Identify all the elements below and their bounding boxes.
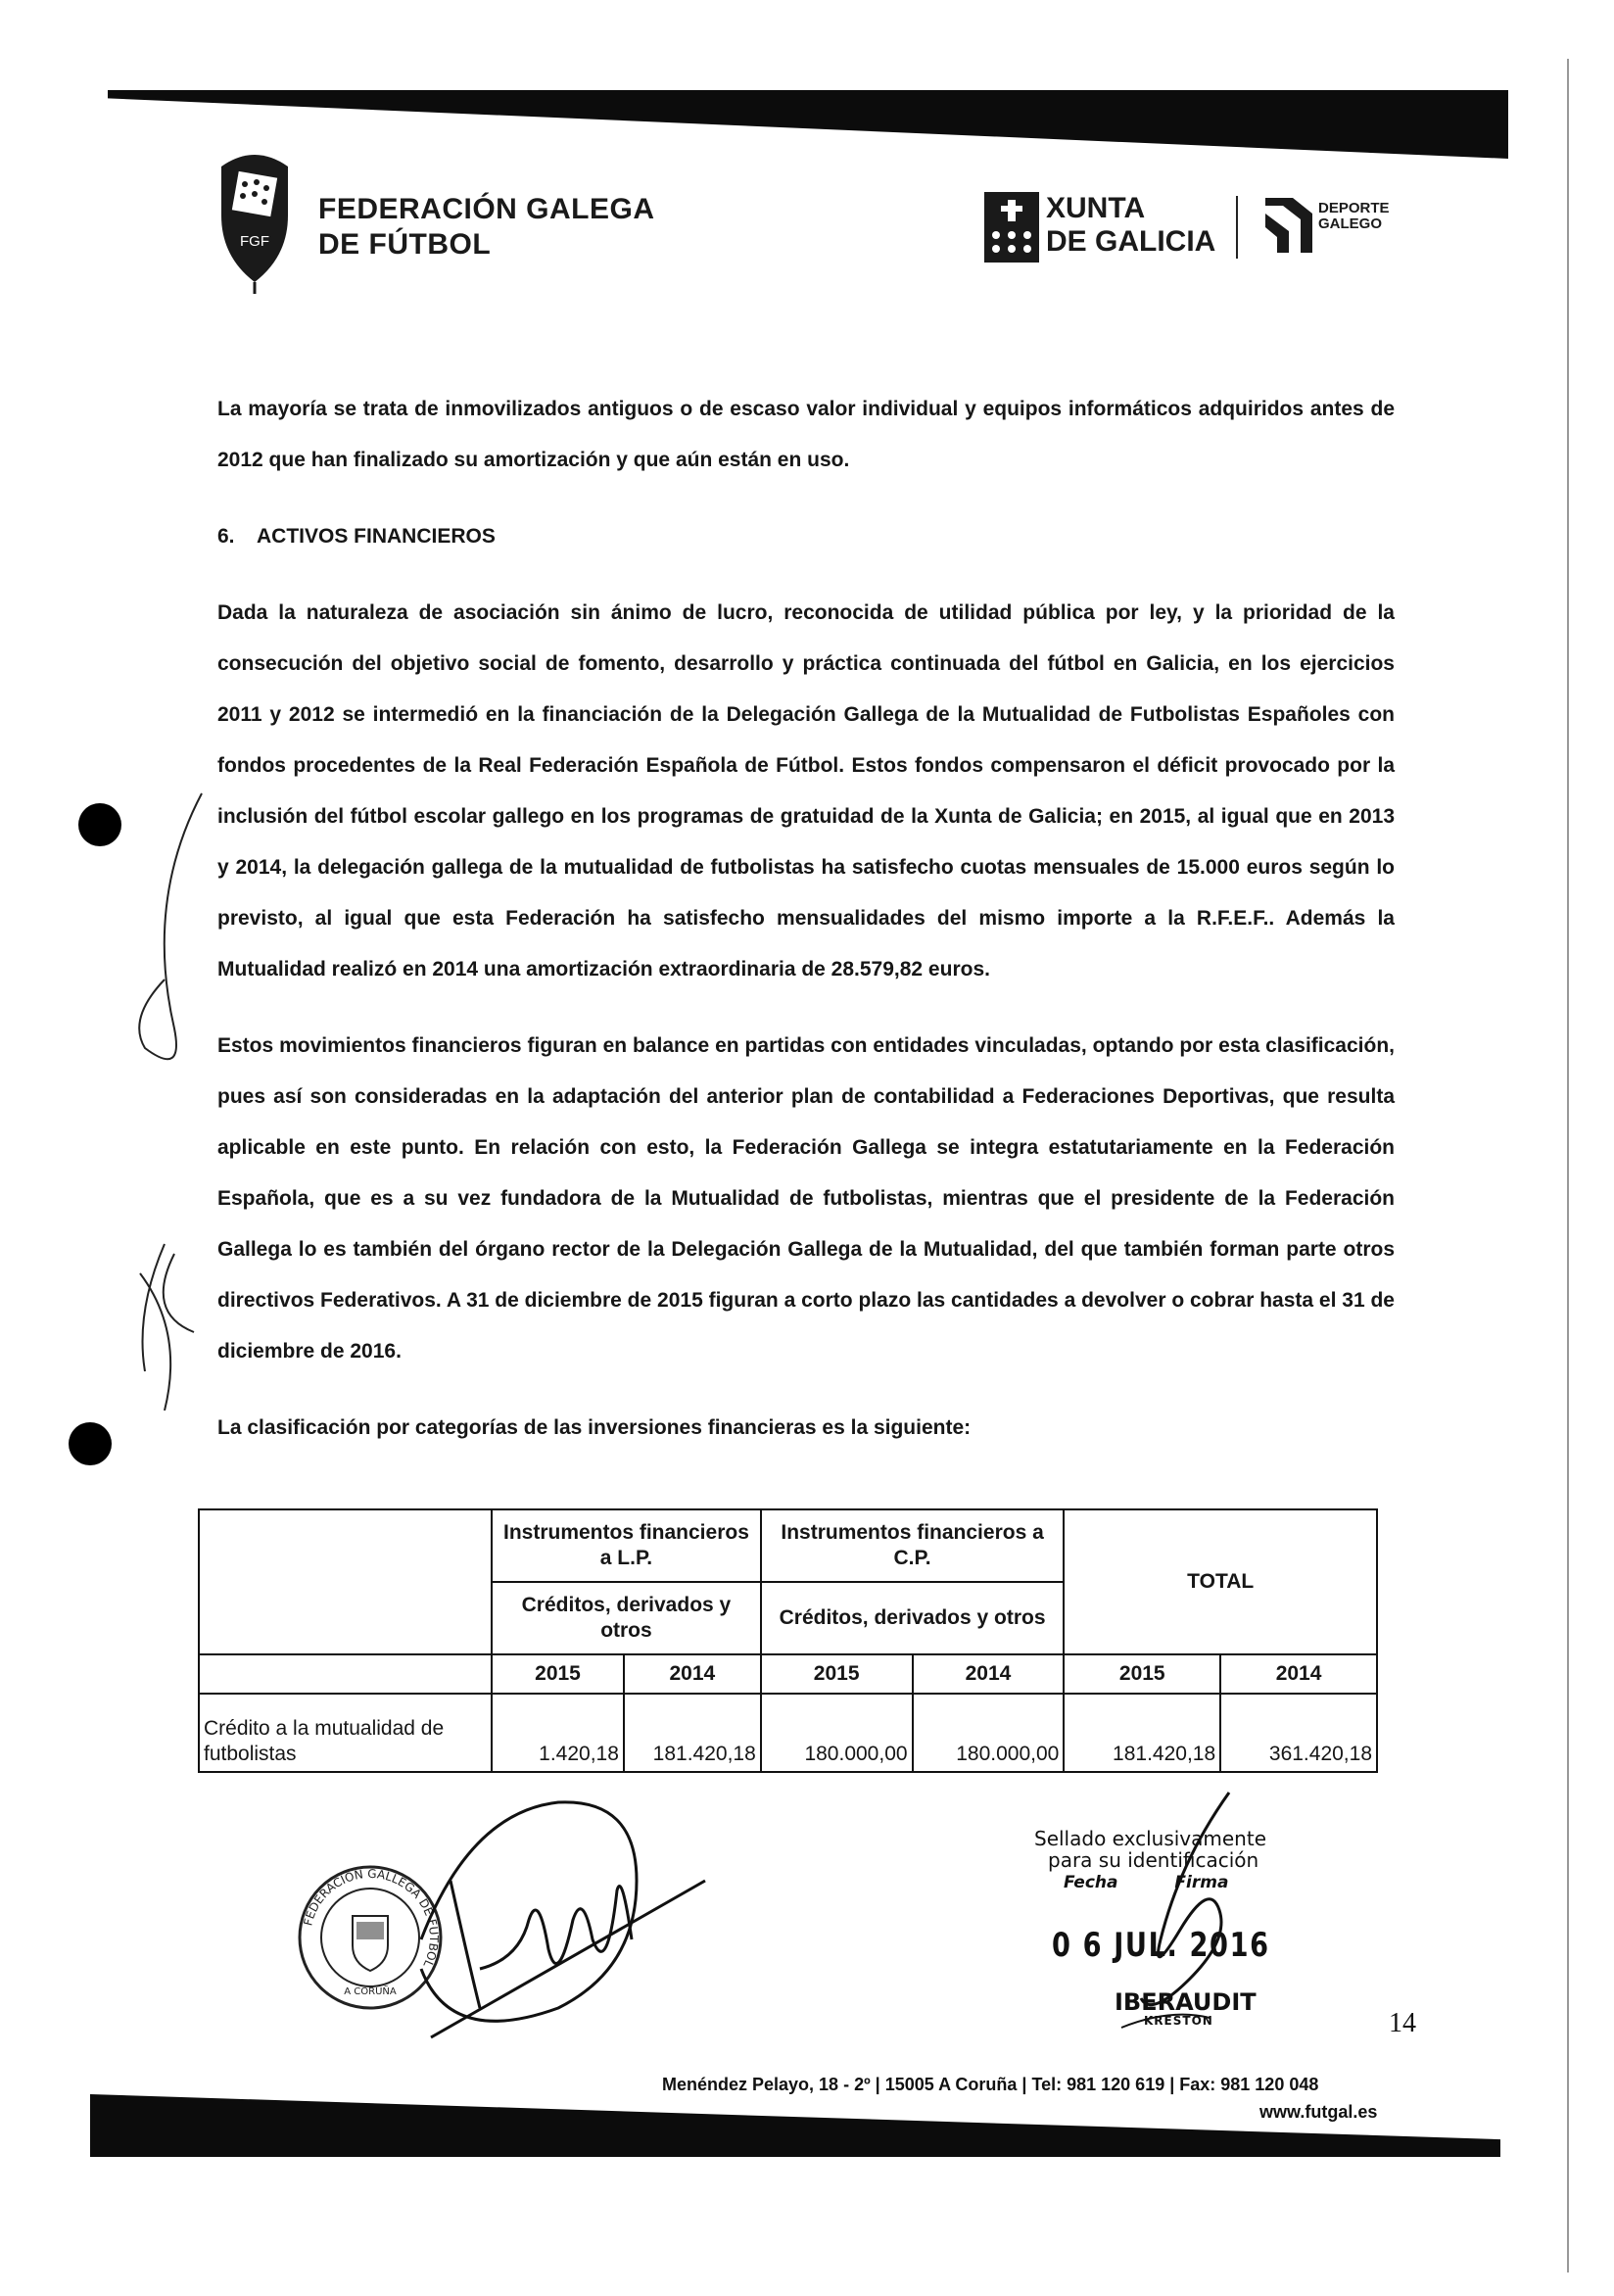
seal-ring-text: FEDERACIÓN GALLEGA DE FÚTBOL <box>301 1866 442 1970</box>
stamp-line1: Sellado exclusivamente <box>1034 1827 1267 1850</box>
year-header: 2014 <box>913 1654 1065 1694</box>
table-intro: La clasificación por categorías de las inversiones financieras es la siguiente: <box>217 1416 972 1439</box>
footer-website: www.futgal.es <box>1259 2102 1378 2122</box>
stamp-firma: Firma <box>1174 1873 1229 1892</box>
deporte-galego-icon <box>1263 196 1314 255</box>
auditor-signature <box>1112 1783 1249 2077</box>
paragraph-1: Dada la naturaleza de asociación sin ánimo de lucro, reconocida de utilidad pública por ley, y la prioridad de la consecución del objetivo social de fomento, desarrollo y práctica continuada del fútbol en Galicia, en los ejercicios 2011 y 2012 se intermedió en la financiación de la Delegación Gallega de la Mutualidad de Futbolistas Españoles con fondos procedentes de la Real Federación Española de Fútbol. Estos fondos compensaron el déficit provocado por la inclusión del fútbol escolar gallego en los programas de gratuidad de la Xunta de Galicia; en 2015, al igual que en 2013 y 2014, la delegación gallega de la mutualidad de futbolistas ha satisfecho cuotas mensuales de 15.000 euros según lo previsto, al igual que esta Federación ha satisfecho mensualidades del mismo importe a la R.F.E.F.. Además la Mutualidad realizó en 2014 una amortización extraordinaria de 28.579,82 euros. <box>217 601 1395 981</box>
xunta-line1: XUNTA <box>1046 192 1146 224</box>
deporte-name <box>1318 201 1390 232</box>
section-number: 6. <box>217 525 235 548</box>
subheader-lp: Créditos, derivados y otros <box>492 1582 761 1654</box>
seal-city: A CORUÑA <box>344 1986 397 1997</box>
page-edge <box>1567 59 1569 2272</box>
margin-initials-signature <box>125 784 204 1411</box>
group-header-cp: Instrumentos financieros a C.P. <box>761 1509 1065 1582</box>
document-body <box>217 384 1395 1454</box>
year-header: 2014 <box>624 1654 761 1694</box>
org-name-line1: FEDERACIÓN GALEGA <box>318 193 655 225</box>
xunta-name <box>1046 192 1215 259</box>
deporte-line2: GALEGO <box>1318 215 1383 232</box>
section-heading <box>217 511 1395 562</box>
xunta-coat-icon <box>984 192 1039 263</box>
fgf-crest-icon <box>215 147 294 294</box>
org-name-line2: DE FÚTBOL <box>318 228 492 261</box>
group-header-lp: Instrumentos financieros a L.P. <box>492 1509 761 1582</box>
section-title: ACTIVOS FINANCIEROS <box>257 525 496 548</box>
stamp-date: 0 6 JUL. 2016 <box>1052 1926 1270 1965</box>
xunta-line2: DE GALICIA <box>1046 225 1216 258</box>
year-header: 2015 <box>492 1654 624 1694</box>
footer-address: Menéndez Pelayo, 18 - 2º | 15005 A Coruña | Tel: 981 120 619 | Fax: 981 120 048 <box>662 2075 1319 2094</box>
group-header-total: TOTAL <box>1064 1509 1377 1654</box>
subheader-cp: Créditos, derivados y otros <box>761 1582 1065 1654</box>
punch-hole <box>78 803 121 846</box>
punch-hole <box>69 1422 112 1465</box>
row-label: Crédito a la mutualidad de futbolistas <box>199 1694 492 1772</box>
stamp-fecha: Fecha <box>1064 1873 1118 1892</box>
stamp-brand: IBERAUDIT <box>1115 1988 1257 2016</box>
president-signature <box>411 1773 725 2047</box>
fgf-logo-text: FGF <box>240 233 269 250</box>
year-label-empty <box>199 1654 492 1694</box>
header-bar <box>108 90 1508 159</box>
page-number: 14 <box>1389 2008 1416 2038</box>
org-name <box>318 192 655 263</box>
table-cell: 181.420,18 <box>1064 1694 1220 1772</box>
header-divider <box>1236 196 1238 259</box>
table-row <box>199 1694 1377 1772</box>
intro-paragraph: La mayoría se trata de inmovilizados antiguos o de escaso valor individual y equipos informáticos adquiridos antes de 2012 que han finalizado su amortización y que aún están en uso. <box>217 398 1395 471</box>
table-cell: 1.420,18 <box>492 1694 624 1772</box>
stamp-sub: KRESTON <box>1144 2014 1213 2028</box>
stamp-line2: para su identificación <box>1048 1848 1259 1872</box>
table-cell: 181.420,18 <box>624 1694 761 1772</box>
year-header: 2014 <box>1220 1654 1377 1694</box>
table-cell: 180.000,00 <box>913 1694 1065 1772</box>
deporte-line1: DEPORTE <box>1318 200 1390 216</box>
table-cell: 180.000,00 <box>761 1694 913 1772</box>
year-header: 2015 <box>1064 1654 1220 1694</box>
table-corner-cell <box>199 1509 492 1654</box>
financial-investments-table <box>198 1508 1378 1773</box>
year-header: 2015 <box>761 1654 913 1694</box>
table-cell: 361.420,18 <box>1220 1694 1377 1772</box>
paragraph-2: Estos movimientos financieros figuran en balance en partidas con entidades vinculadas, optando por esta clasificación, pues así son consideradas en la adaptación del anterior plan de contabilidad a Federaciones Deportivas, que resulta aplicable en este punto. En relación con esto, la Federación Gallega se integra estatutariamente en la Federación Española, que es a su vez fundadora de la Mutualidad de futbolistas, mientras que el presidente de la Federación Gallega lo es también del órgano rector de la Delegación Gallega de la Mutualidad, del que también forman parte otros directivos Federativos. A 31 de diciembre de 2015 figuran a corto plazo las cantidades a devolver o cobrar hasta el 31 de diciembre de 2016. <box>217 1034 1395 1363</box>
